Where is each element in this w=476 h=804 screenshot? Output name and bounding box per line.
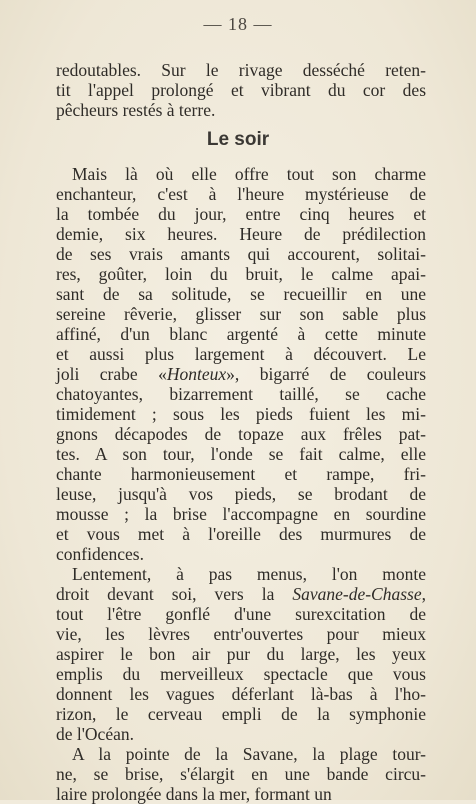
- text-line: confidences.: [56, 544, 144, 564]
- text-line: A la pointe de la Savane, la plage tour-: [72, 744, 426, 764]
- text-line: et aussi plus largement à découvert. Le: [56, 344, 426, 364]
- text-line: aspirer le bon air pur du large, les yeux: [56, 644, 426, 664]
- text-line: ne, se brise, s'élargit en une bande circu-: [56, 764, 426, 784]
- italic-term: Honteux: [166, 364, 227, 384]
- text-line: res, goûter, loin du bruit, le calme apai-: [56, 264, 426, 284]
- text-line: redoutables. Sur le rivage desséché reten-: [56, 60, 426, 80]
- text-line: la tombée du jour, entre cinq heures et: [56, 204, 426, 224]
- text-line: chatoyantes, bizarrement taillé, se cache: [56, 384, 426, 404]
- text-line: demie, six heures. Heure de prédilection: [56, 224, 426, 244]
- paragraph-evening: [56, 164, 426, 564]
- text-line: tit l'appel prolongé et vibrant du cor des: [56, 80, 426, 100]
- text-line: pêcheurs restés à terre.: [56, 100, 216, 120]
- text-line: rizon, le cerveau empli de la symphonie: [56, 704, 426, 724]
- text-line: joli crabe «Honteux», bigarré de couleurs: [56, 364, 427, 384]
- text-line: laire prolongée dans la mer, formant un: [56, 784, 332, 804]
- text-line: chante harmonieusement et rampe, fri-: [56, 464, 426, 484]
- text-line: tout l'être gonflé d'une surexcitation de: [56, 604, 426, 624]
- text-line: emplis du merveilleux spectacle que vous: [56, 664, 426, 684]
- page-number: — 18 —: [203, 14, 273, 34]
- text-line: timidement ; sous les pieds fuient les mi-: [56, 404, 426, 424]
- text-line: enchanteur, c'est à l'heure mystérieuse de: [56, 184, 426, 204]
- text-line: sant de sa solitude, se recueillir en une: [56, 284, 426, 304]
- text-line: de ses vrais amants qui accourent, solitai-: [56, 244, 426, 264]
- section-heading: Le soir: [206, 129, 270, 150]
- text-line: Mais là où elle offre tout son charme: [72, 164, 426, 184]
- text-line: de l'Océan.: [56, 724, 134, 744]
- text-line: droit devant soi, vers la Savane-de-Chasse,: [56, 584, 426, 604]
- italic-place-name: Savane-de-Chasse: [292, 584, 422, 604]
- paragraph-savane: [56, 744, 426, 804]
- text-line: donnent les vagues déferlant là-bas à l'ho-: [56, 684, 426, 704]
- text-line: gnons décapodes de topaze aux frêles pat-: [56, 424, 426, 444]
- text-line: tes. A son tour, l'onde se fait calme, elle: [56, 444, 426, 464]
- text-line: affiné, d'un blanc argenté à cette minute: [56, 324, 426, 344]
- text-line: vie, les lèvres entr'ouvertes pour mieux: [56, 624, 426, 644]
- text-line: leuse, jusqu'à vos pieds, se brodant de: [56, 484, 426, 504]
- text-line: sereine rêverie, glisser sur son sable plus: [56, 304, 426, 324]
- text-line: Lentement, à pas menus, l'on monte: [72, 564, 426, 584]
- text-line: mousse ; la brise l'accompagne en sourdine: [56, 504, 426, 524]
- text-line: et vous met à l'oreille des murmures de: [56, 524, 426, 544]
- paragraph-walk: [56, 564, 426, 744]
- paragraph-continued: [56, 60, 426, 120]
